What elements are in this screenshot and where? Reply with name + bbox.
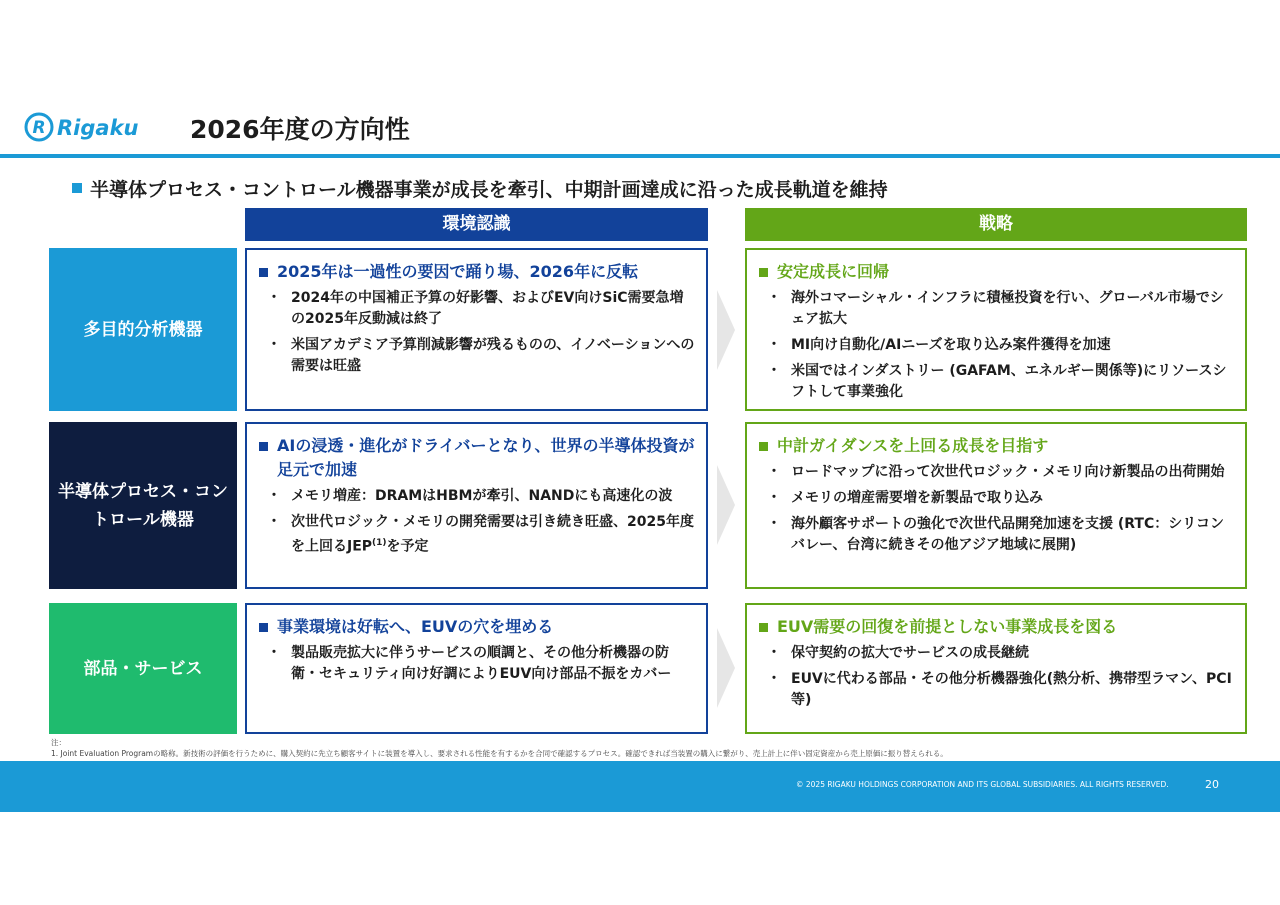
row3-environment-heading: 事業環境は好転へ、EUVの穴を埋める xyxy=(257,615,696,639)
page-title: 2026年度の方向性 xyxy=(190,115,410,144)
column-header-environment: 環境認識 xyxy=(245,208,708,241)
row1-environment-heading: 2025年は一過性の要因で踊り場、2026年に反転 xyxy=(257,260,696,284)
chevron-right-icon xyxy=(715,290,737,370)
list-item: ・ 次世代ロジック・メモリの開発需要は引き続き旺盛、2025年度を上回るJEP$^{(1)}$を予定 xyxy=(257,512,696,558)
list-item: ・ 2024年の中国補正予算の好影響、およびEV向けSiC需要急増の2025年反動減は終了 xyxy=(257,288,696,330)
row1-strategy-heading: 安定成長に回帰 xyxy=(757,260,1235,284)
list-item: ・ ロードマップに沿って次世代ロジック・メモリ向け新製品の出荷開始 xyxy=(757,462,1235,483)
list-item: ・ EUVに代わる部品・その他分析機器強化(熱分析、携帯型ラマン、PCI 等) xyxy=(757,669,1235,711)
list-item: ・ 米国アカデミア予算削減影響が残るものの、イノベーションへの需要は旺盛 xyxy=(257,335,696,377)
row-label-semiconductor-process-control: 半導体プロセス・コントロール機器 xyxy=(49,422,237,589)
copyright-text: © 2025 RIGAKU HOLDINGS CORPORATION AND ITS GLOBAL SUBSIDIARIES. ALL RIGHTS RESERVED. xyxy=(796,780,1169,789)
list-item: ・ 海外顧客サポートの強化で次世代品開発加速を支援 (RTC：シリコンバレー、台湾に続きその他アジア地域に展開) xyxy=(757,514,1235,556)
headline-text: 半導体プロセス・コントロール機器事業が成長を牽引、中期計画達成に沿った成長軌道を維持 xyxy=(90,179,888,201)
row1-strategy-box xyxy=(745,248,1247,411)
footnote-title: 注： xyxy=(51,738,66,747)
footnote xyxy=(51,737,948,759)
row3-strategy-heading: EUV需要の回復を前提としない事業成長を図る xyxy=(757,615,1235,639)
row2-strategy-heading: 中計ガイダンスを上回る成長を目指す xyxy=(757,434,1235,458)
list-item: ・ 製品販売拡大に伴うサービスの順調と、その他分析機器の防衛・セキュリティ向け好調によりEUV向け部品不振をカバー xyxy=(257,643,696,685)
row3-environment-box xyxy=(245,603,708,734)
list-item: ・ 米国ではインダストリー (GAFAM、エネルギー関係等)にリソースシフトして事業強化 xyxy=(757,361,1235,403)
list-item: ・ MI向け自動化/AIニーズを取り込み案件獲得を加速 xyxy=(757,335,1235,356)
svg-text:R: R xyxy=(32,118,46,138)
footnote-item: 1. Joint Evaluation Programの略称。新技術の評価を行うために、購入契約に先立ち顧客サイトに装置を導入し、要求される性能を有するかを合同で確認するプロセス。確認できれば当装置の購入に繋がり、売上計上に伴い固定資産から売上原価に振り替えられる。 xyxy=(51,749,948,758)
title-rule xyxy=(0,154,1280,158)
page-number: 20 xyxy=(1205,778,1219,791)
list-item: ・ メモリ増産：DRAMはHBMが牽引、NANDにも高速化の波 xyxy=(257,486,696,507)
row3-strategy-box xyxy=(745,603,1247,734)
headline xyxy=(72,175,888,202)
row2-strategy-box xyxy=(745,422,1247,589)
row2-environment-box xyxy=(245,422,708,589)
svg-text:Rigaku: Rigaku xyxy=(57,116,139,140)
list-item: ・ 保守契約の拡大でサービスの成長継続 xyxy=(757,643,1235,664)
column-header-strategy: 戦略 xyxy=(745,208,1247,241)
list-item: ・ メモリの増産需要増を新製品で取り込み xyxy=(757,488,1235,509)
chevron-right-icon xyxy=(715,465,737,545)
row1-environment-box xyxy=(245,248,708,411)
row2-environment-heading: AIの浸透・進化がドライバーとなり、世界の半導体投資が足元で加速 xyxy=(257,434,696,482)
headline-bullet-icon xyxy=(72,183,82,193)
footnote-mark: (1) xyxy=(372,538,387,548)
chevron-right-icon xyxy=(715,628,737,708)
rigaku-logo xyxy=(24,112,172,142)
list-item: ・ 海外コマーシャル・インフラに積極投資を行い、グローバル市場でシェア拡大 xyxy=(757,288,1235,330)
row-label-parts-services: 部品・サービス xyxy=(49,603,237,734)
row-label-multipurpose-analysis: 多目的分析機器 xyxy=(49,248,237,411)
